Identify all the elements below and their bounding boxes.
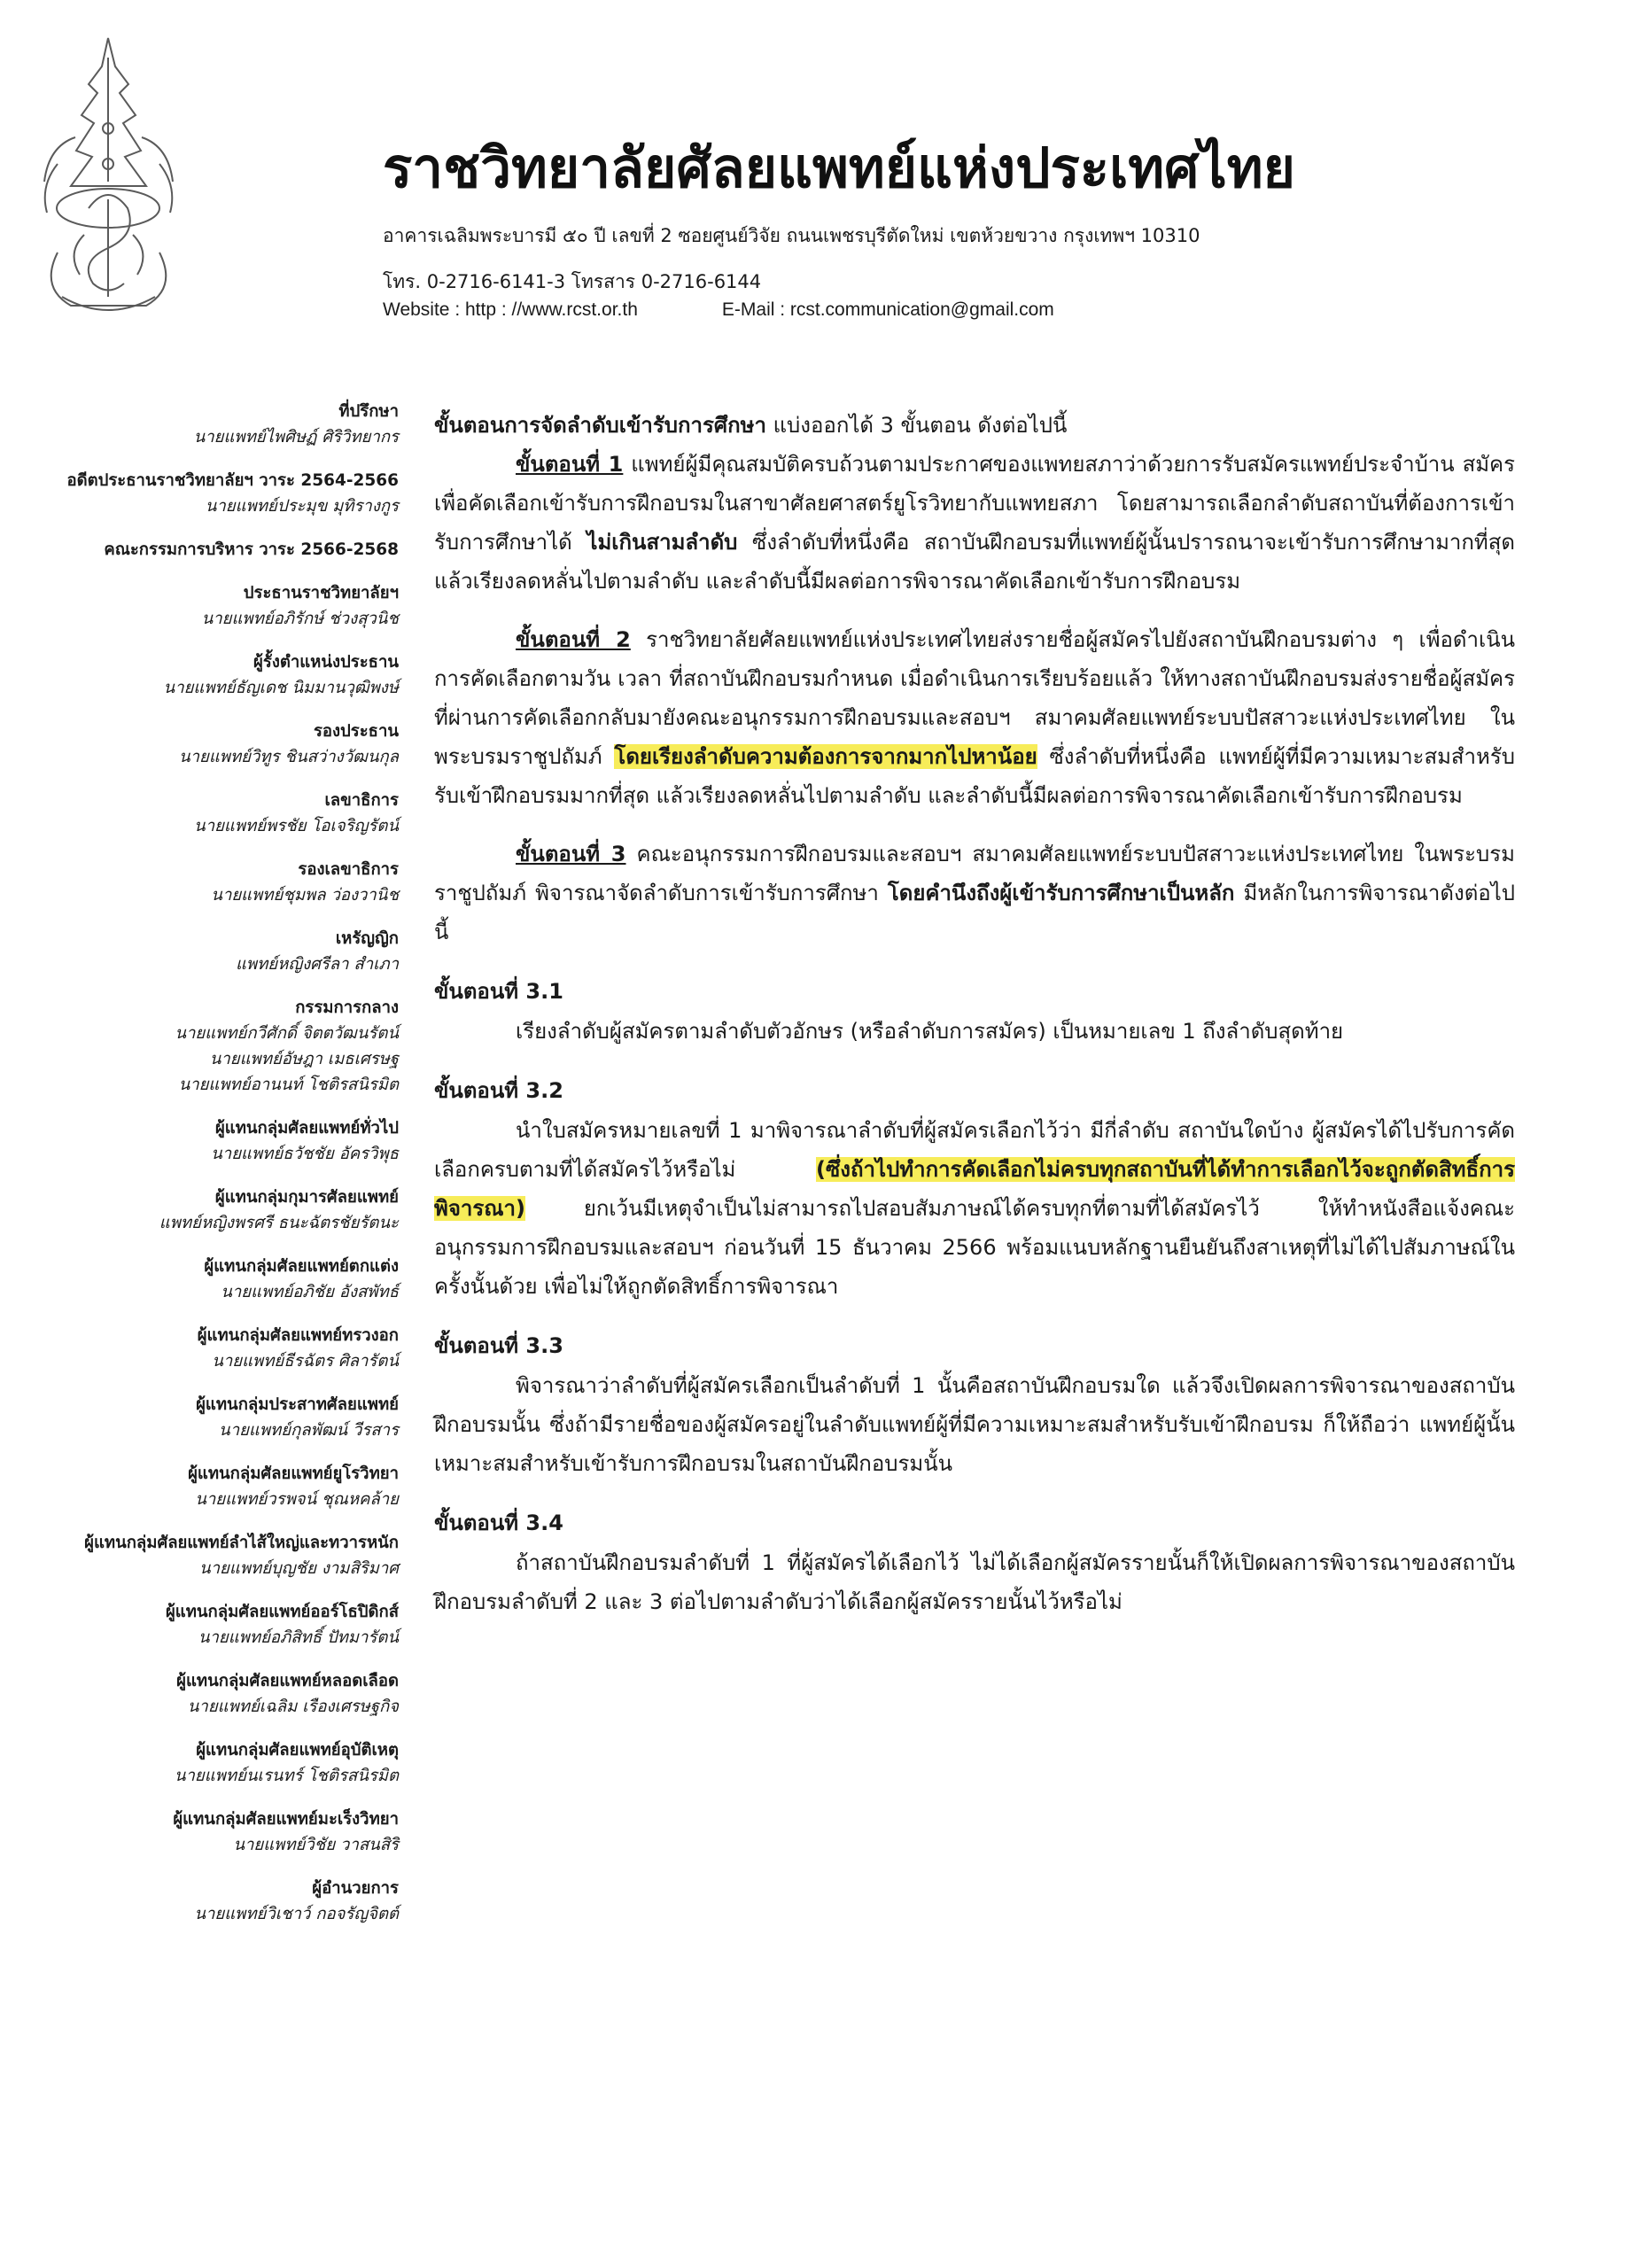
committee-group xyxy=(18,1530,399,1581)
step-3-1-heading: ขั้นตอนที่ 3.1 xyxy=(434,979,563,1004)
committee-member-name: นายแพทย์วิชัย วาสนสิริ xyxy=(233,1836,399,1854)
committee-role: อดีตประธานราชวิทยาลัยฯ วาระ 2564-2566 xyxy=(66,471,399,490)
committee-group xyxy=(18,399,399,450)
committee-role: ผู้แทนกลุ่มศัลยแพทย์ทรวงอก xyxy=(197,1326,399,1345)
committee-role: ผู้แทนกลุ่มศัลยแพทย์ออร์โธปิดิกส์ xyxy=(165,1603,399,1621)
contact-line xyxy=(383,296,1605,324)
address-line: อาคารเฉลิมพระบารมี ๕๐ ปี เลขที่ 2 ซอยศูนย์วิจัย ถนนเพชรบุรีตัดใหม่ เขตห้วยขวาง กรุงเทพฯ 10310 xyxy=(383,225,1200,246)
committee-member-name: นายแพทย์กุลพัฒน์ วีรสาร xyxy=(219,1421,399,1440)
committee-group xyxy=(18,1254,399,1305)
intro-paragraph: ขั้นตอนการจัดลำดับเข้ารับการศึกษา แบ่งออกได้ 3 ขั้นตอน ดังต่อไปนี้ xyxy=(434,413,1068,438)
committee-role: ผู้แทนกลุ่มศัลยแพทย์ยูโรวิทยา xyxy=(188,1464,399,1483)
step-3-4-text: ถ้าสถาบันฝึกอบรมลำดับที่ 1 ที่ผู้สมัครได้เลือกไว้ ไม่ได้เลือกผู้สมัครรายนั้นก็ให้เปิดผลการพิจารณาของสถาบันฝึกอบรมลำดับที่ 2 และ 3 ต่อไปตามลำดับว่าได้เลือกผู้สมัครรายนั้นไว้หรือไม่ xyxy=(434,1550,1515,1614)
committee-sidebar xyxy=(18,399,399,1945)
committee-member-name: นายแพทย์ธีรฉัตร ศิลารัตน์ xyxy=(212,1352,399,1371)
step-3-4-heading: ขั้นตอนที่ 3.4 xyxy=(434,1511,563,1535)
committee-role: ผู้แทนกลุ่มศัลยแพทย์มะเร็งวิทยา xyxy=(173,1810,399,1829)
step-1-paragraph: ขั้นตอนที่ 1 แพทย์ผู้มีคุณสมบัติครบถ้วนตามประกาศของแพทยสภาว่าด้วยการรับสมัครแพทย์ประจำบ้าน สมัครเพื่อคัดเลือกเข้ารับการฝึกอบรมในสาขาศัลยศาสตร์ยูโรวิทยากับแพทยสภา โดยสามารถเลือกลำดับสถาบันที่ต้องการเข้ารับการศึกษาได้ ไม่เกินสามลำดับ ซึ่งลำดับที่หนึ่งคือ สถาบันฝึกอบรมที่แพทย์ผู้นั้นปรารถนาจะเข้ารับการศึกษามากที่สุด แล้วเรียงลดหลั่นไปตามลำดับ และลำดับนี้มีผลต่อการพิจารณาคัดเลือกเข้ารับการฝึกอบรม xyxy=(434,452,1516,594)
committee-member-name: นายแพทย์บุญชัย งามสิริมาศ xyxy=(199,1559,399,1578)
step-3-paragraph: ขั้นตอนที่ 3 คณะอนุกรรมการฝึกอบรมและสอบฯ สมาคมศัลยแพทย์ระบบปัสสาวะแห่งประเทศไทย ในพระบรมราชูปถัมภ์ พิจารณาจัดลำดับการเข้ารับการศึกษา โดยคำนึงถึงผู้เข้ารับการศึกษาเป็นหลัก มีหลักในการพิจารณาดังต่อไปนี้ xyxy=(434,842,1515,944)
committee-member-name: แพทย์หญิงพรศรี ธนะฉัตรชัยรัตนะ xyxy=(159,1214,399,1232)
committee-member-name: นายแพทย์ประมุข มุทิรางกูร xyxy=(205,497,399,516)
committee-group xyxy=(18,1115,399,1167)
committee-group xyxy=(18,1392,399,1443)
highlighted-text: โดยเรียงลำดับความต้องการจากมากไปหาน้อย xyxy=(614,744,1037,769)
committee-member-name: นายแพทย์เฉลิม เรืองเศรษฐกิจ xyxy=(187,1697,399,1716)
step-2-paragraph: ขั้นตอนที่ 2 ราชวิทยาลัยศัลยแพทย์แห่งประเทศไทยส่งรายชื่อผู้สมัครไปยังสถาบันฝึกอบรมต่าง ๆ เพื่อดำเนินการคัดเลือกตามวัน เวลา ที่สถาบันฝึกอบรมกำหนด เมื่อดำเนินการเรียบร้อยแล้ว ให้ทางสถาบันฝึกอบรมส่งรายชื่อผู้สมัครที่ผ่านการคัดเลือกกลับมายังคณะอนุกรรมการฝึกอบรมและสอบฯ สมาคมศัลยแพทย์ระบบปัสสาวะแห่งประเทศไทย ในพระบรมราชูปถัมภ์ โดยเรียงลำดับความต้องการจากมากไปหาน้อย ซึ่งลำดับที่หนึ่งคือ แพทย์ผู้ที่มีความเหมาะสมสำหรับรับเข้าฝึกอบรมมากที่สุด แล้วเรียงลดหลั่นไปตามลำดับ และลำดับนี้มีผลต่อการพิจารณาคัดเลือกเข้ารับการฝึกอบรม xyxy=(434,627,1516,808)
committee-group xyxy=(18,1737,399,1789)
committee-role: ผู้รั้งตำแหน่งประธาน xyxy=(253,653,399,672)
committee-member-name: นายแพทย์อภิชัย อังสพัทธ์ xyxy=(221,1283,399,1301)
committee-group xyxy=(18,788,399,839)
committee-role: ประธานราชวิทยาลัยฯ xyxy=(243,584,399,602)
committee-group xyxy=(18,857,399,908)
letterhead xyxy=(383,133,1605,324)
committee-group xyxy=(18,926,399,977)
committee-member-name: นายแพทย์ชุมพล ว่องวานิช xyxy=(211,886,399,905)
committee-member-name: นายแพทย์นเรนทร์ โชติรสนิรมิต xyxy=(174,1767,399,1785)
committee-member-name: นายแพทย์วรพจน์ ชุณหคล้าย xyxy=(195,1490,399,1509)
step-3-3-text: พิจารณาว่าลำดับที่ผู้สมัครเลือกเป็นลำดับที่ 1 นั้นคือสถาบันฝึกอบรมใด แล้วจึงเปิดผลการพิจารณาของสถาบันฝึกอบรมนั้น ซึ่งถ้ามีรายชื่อของผู้สมัครอยู่ในลำดับแพทย์ผู้ที่มีความเหมาะสมสำหรับรับเข้าฝึกอบรม ก็ให้ถือว่า แพทย์ผู้นั้นเหมาะสมสำหรับเข้ารับการฝึกอบรมในสถาบันฝึกอบรมนั้น xyxy=(434,1373,1515,1476)
committee-group xyxy=(18,649,399,701)
committee-role: ผู้แทนกลุ่มศัลยแพทย์อุบัติเหตุ xyxy=(196,1741,399,1759)
committee-role: ผู้แทนกลุ่มศัลยแพทย์ลำไส้ใหญ่และทวารหนัก xyxy=(84,1534,399,1552)
step-2-label: ขั้นตอนที่ 2 xyxy=(516,627,631,652)
highlighted-text: (ซึ่งถ้าไปทำการคัดเลือกไม่ครบทุกสถาบันที่ได้ทำการเลือกไว้จะถูกตัดสิทธิ์การพิจารณา) xyxy=(434,1157,1515,1221)
step-3-1-text: เรียงลำดับผู้สมัครตามลำดับตัวอักษร (หรือลำดับการสมัคร) เป็นหมายเลข 1 ถึงลำดับสุดท้าย xyxy=(516,1019,1344,1044)
document-body xyxy=(434,406,1515,1628)
committee-group xyxy=(18,1461,399,1512)
committee-role: ที่ปรึกษา xyxy=(338,402,399,421)
committee-member-name: นายแพทย์อภิรักษ์ ช่วงสุวนิช xyxy=(201,610,399,628)
committee-member-name: นายแพทย์ไพศิษฏ์ ศิริวิทยากร xyxy=(193,428,399,447)
committee-group xyxy=(18,1323,399,1374)
organization-name: ราชวิทยาลัยศัลยแพทย์แห่งประเทศไทย xyxy=(383,136,1295,200)
committee-member-name: นายแพทย์วิเชาว์ กอจรัญจิตต์ xyxy=(194,1905,399,1923)
committee-role: คณะกรรมการบริหาร วาระ 2566-2568 xyxy=(104,540,399,559)
committee-member-name: นายแพทย์วิทูร ชินสว่างวัฒนกุล xyxy=(178,748,399,766)
step-1-label: ขั้นตอนที่ 1 xyxy=(516,452,624,477)
committee-member-name: นายแพทย์พรชัย โอเจริญรัตน์ xyxy=(194,817,399,835)
committee-role: รองประธาน xyxy=(313,722,399,741)
step-3-3-heading: ขั้นตอนที่ 3.3 xyxy=(434,1333,563,1358)
committee-member-name: นายแพทย์อานนท์ โชติรสนิรมิต xyxy=(178,1076,399,1094)
committee-role: เหรัญญิก xyxy=(335,929,399,948)
committee-group xyxy=(18,995,399,1098)
committee-group xyxy=(18,1876,399,1927)
committee-group xyxy=(18,1668,399,1720)
committee-group xyxy=(18,537,399,563)
committee-role: ผู้อำนวยการ xyxy=(312,1879,399,1898)
step-3-2-heading: ขั้นตอนที่ 3.2 xyxy=(434,1078,563,1103)
committee-group xyxy=(18,1806,399,1858)
committee-member-name: แพทย์หญิงศรีลา สำเภา xyxy=(235,955,399,974)
committee-role: ผู้แทนกลุ่มกุมารศัลยแพทย์ xyxy=(214,1188,399,1207)
committee-role: ผู้แทนกลุ่มศัลยแพทย์ตกแต่ง xyxy=(204,1257,399,1276)
committee-member-name: นายแพทย์ธัญเดช นิมมานวุฒิพงษ์ xyxy=(163,679,399,697)
committee-role: รองเลขาธิการ xyxy=(298,860,399,879)
committee-member-name: นายแพทย์กวีศักดิ์ จิตตวัฒนรัตน์ xyxy=(175,1024,399,1043)
email-link[interactable]: E-Mail : rcst.communication@gmail.com xyxy=(721,299,1054,320)
committee-group xyxy=(18,580,399,632)
committee-role: ผู้แทนกลุ่มศัลยแพทย์ทั่วไป xyxy=(214,1119,399,1138)
committee-role: ผู้แทนกลุ่มประสาทศัลยแพทย์ xyxy=(196,1395,399,1414)
committee-role: ผู้แทนกลุ่มศัลยแพทย์หลอดเลือด xyxy=(176,1672,399,1690)
committee-member-name: นายแพทย์อัษฎา เมธเศรษฐ xyxy=(209,1050,399,1068)
phone-line: โทร. 0-2716-6141-3 โทรสาร 0-2716-6144 xyxy=(383,271,762,292)
committee-group xyxy=(18,1599,399,1651)
committee-group xyxy=(18,468,399,519)
committee-role: เลขาธิการ xyxy=(324,791,399,810)
committee-group xyxy=(18,718,399,770)
step-3-2-text: นำใบสมัครหมายเลขที่ 1 มาพิจารณาลำดับที่ผู้สมัครเลือกไว้ว่า มีกี่ลำดับ สถาบันใดบ้าง ผู้สมัครได้ไปรับการคัดเลือกครบตามที่ได้สมัครไว้หรือไม่ (ซึ่งถ้าไปทำการคัดเลือกไม่ครบทุกสถาบันที่ได้ทำการเลือกไว้จะถูกตัดสิทธิ์การพิจารณา) ยกเว้นมีเหตุจำเป็นไม่สามารถไปสอบสัมภาษณ์ได้ครบทุกที่ตามที่ได้สมัครไว้ ให้ทำหนังสือแจ้งคณะอนุกรรมการฝึกอบรมและสอบฯ ก่อนวันที่ 15 ธันวาคม 2566 พร้อมแนบหลักฐานยืนยันถึงสาเหตุที่ไม่ได้ไปสัมภาษณ์ในครั้งนั้นด้วย เพื่อไม่ให้ถูกตัดสิทธิ์การพิจารณา xyxy=(434,1118,1515,1299)
website-link[interactable]: Website : http : //www.rcst.or.th xyxy=(383,299,638,320)
committee-group xyxy=(18,1184,399,1236)
committee-role: กรรมการกลาง xyxy=(295,998,399,1017)
step-3-label: ขั้นตอนที่ 3 xyxy=(516,842,626,866)
college-emblem-logo xyxy=(31,31,186,328)
intro-heading: ขั้นตอนการจัดลำดับเข้ารับการศึกษา xyxy=(434,413,766,438)
committee-member-name: นายแพทย์ธวัชชัย อัครวิพุธ xyxy=(211,1145,399,1163)
committee-member-name: นายแพทย์อภิสิทธิ์ ปัทมารัตน์ xyxy=(198,1628,399,1647)
